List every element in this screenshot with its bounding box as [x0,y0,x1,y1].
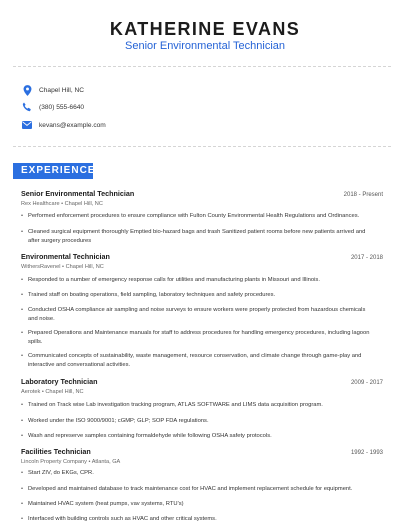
job-bullet: • Communicated concepts of sustainability, waste management, resource conservation, and climate change through game-play and interactive and conversational activities. [21,352,373,369]
job-bullet: • Cleaned surgical equipment thoroughly Emptied bio-hazard bags and trash Sanitized patient rooms before new patients arrived and after surgery procedures [21,228,373,245]
job-bullet: • Prepared Operations and Maintenance manuals for staff to address procedures for handling emergency procedures, including lagoon spills. [21,329,373,346]
job-dates: 2018 - Present [343,192,383,198]
job-bullet: • Worked under the ISO 9000/9001; cGMP; GLP; SOP FDA regulations. [21,417,373,426]
job-entry [21,447,383,465]
phone-icon [21,101,33,113]
divider-top [13,66,391,67]
job-company: Aerotek • Chapel Hill, NC [21,389,84,395]
job-title: Environmental Technician [21,252,110,261]
job-company: Rex Healthcare • Chapel Hill, NC [21,201,103,207]
email-icon [21,119,33,131]
job-title: Facilities Technician [21,447,91,456]
candidate-name: KATHERINE EVANS [109,19,301,39]
job-bullet: • Maintained HVAC system (heat pumps, vav systems, RTU's) [21,500,373,509]
location-text: Chapel Hill, NC [39,86,85,94]
job-dates: 1992 - 1993 [350,450,383,456]
job-title: Laboratory Technician [21,377,98,386]
job-bullet: • Developed and maintained database to track maintenance cost for HVAC and implement replacement schedule for equipment. [21,485,373,494]
job-bullet: • Trained staff on boating operations, field sampling, laboratory techniques and safety procedures. [21,291,373,300]
job-entry [21,189,383,207]
job-entry [21,252,383,270]
job-bullet: • Start ZIV, do EKGs, CPR. [21,469,373,478]
job-title: Senior Environmental Technician [21,189,135,198]
job-bullet: • Interfaced with building controls such as HVAC and other critical systems. [21,515,373,524]
email-text: kevans@example.com [39,121,106,129]
job-company: WithersRavenel • Chapel Hill, NC [21,264,104,270]
divider-bottom [13,146,391,147]
candidate-title: Senior Environmental Technician [125,40,285,52]
job-dates: 2017 - 2018 [350,255,383,261]
job-bullet: • Wash and represerve samples containing formaldehyde while following OSHA safety protocols. [21,432,373,441]
job-bullet: • Responded to a number of emergency response calls for utilities and manufacturing plants in Missouri and Illinois. [21,276,373,285]
job-entry [21,377,383,395]
job-bullet: • Performed enforcement procedures to ensure compliance with Fulton County Environmental Health Regulations and Ordinances. [21,212,373,221]
location-pin-icon [21,84,33,96]
contact-email [21,119,106,131]
job-bullet: • Trained on Track wise Lab investigation tracking program, ATLAS SOFTWARE and LIMS data acquisition program. [21,401,373,410]
job-dates: 2009 - 2017 [350,380,383,386]
experience-heading: EXPERIENCE [13,163,93,179]
phone-text: (380) 555-6640 [39,103,85,111]
job-company: Lincoln Property Company • Atlanta, GA [21,459,121,465]
contact-phone [21,101,84,113]
contact-location [21,84,84,96]
job-bullet: • Conducted OSHA compliance air sampling and noise surveys to ensure workers were properly protected from hazardous chemicals and noise. [21,306,373,323]
